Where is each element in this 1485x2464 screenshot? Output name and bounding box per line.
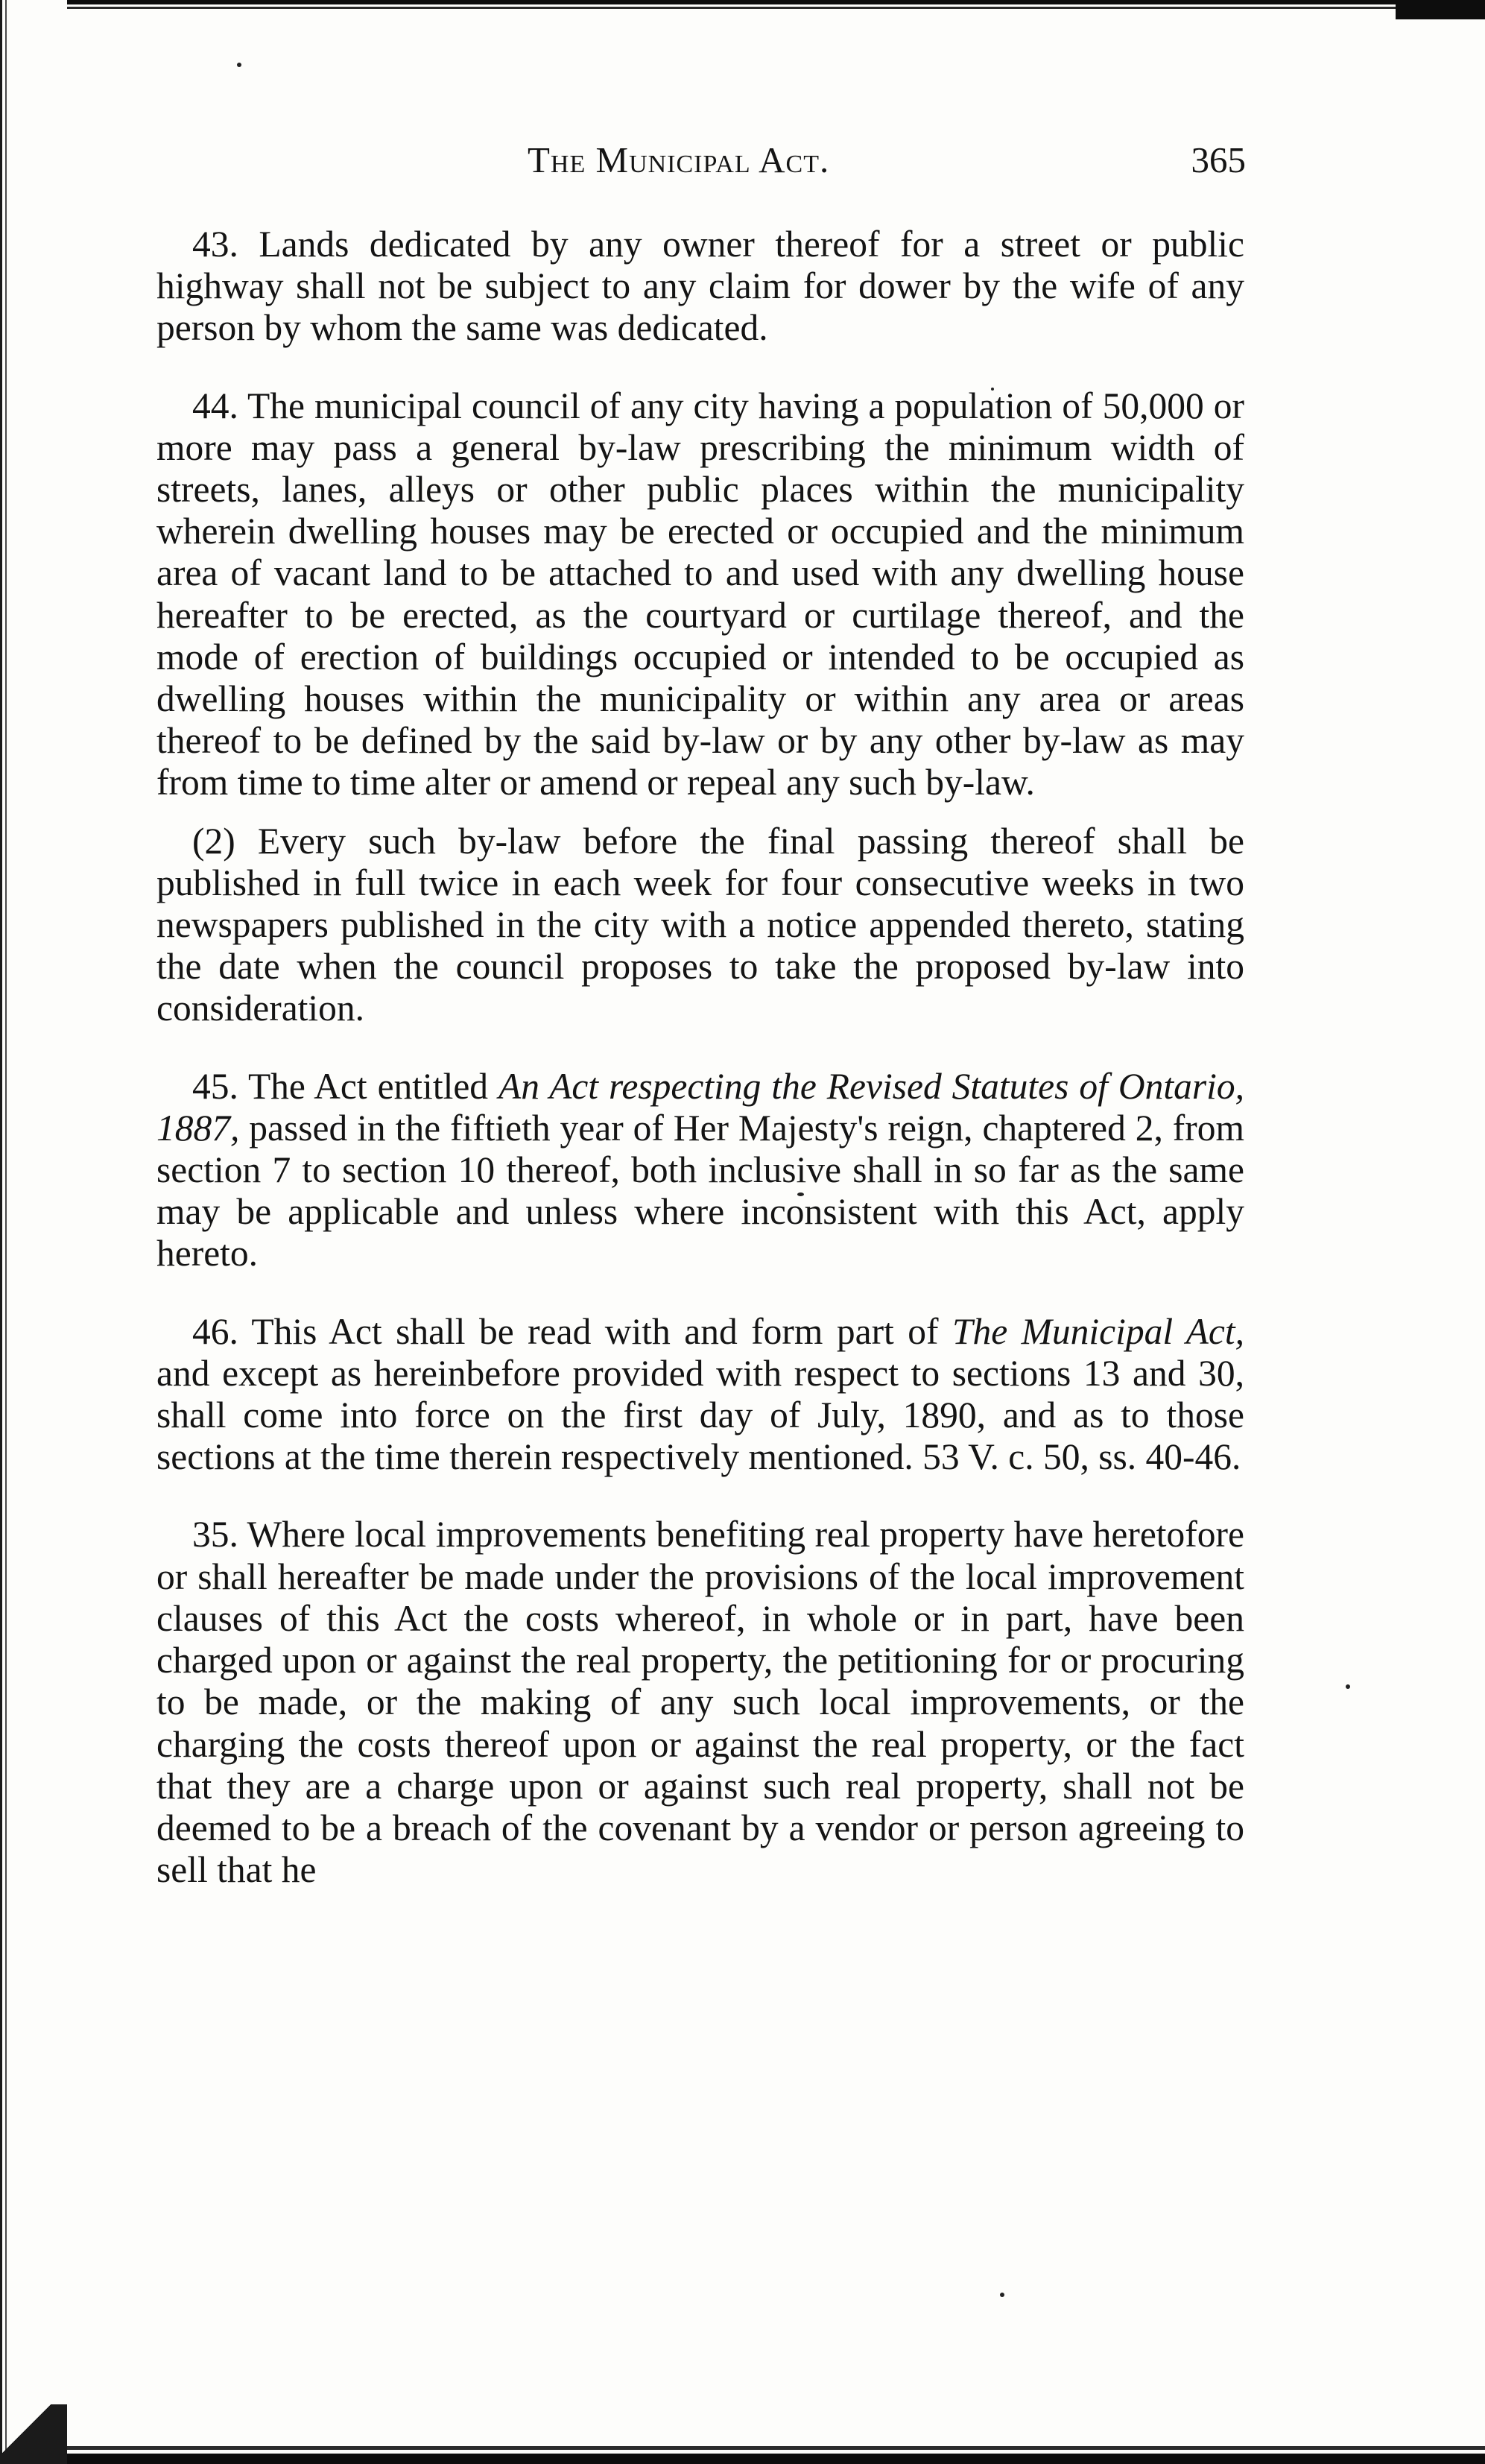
running-title: The Municipal Act.	[528, 139, 830, 180]
section-46-text-after: and except as hereinbefore provided with respect to sections 13 and 30, shall come into force on the first day of July, 1890, and as to those sections at the time therein respectively mentioned. 53 V. c. 50, ss. 40-46.	[156, 1352, 1244, 1478]
section-44: 44. The municipal council of any city having a population of 50,000 or more may pass a general by-law prescribing the minimum width of streets, lanes, alleys or other public places within the municipality wherein dwelling houses may be erected or occupied and the minimum area of vacant land to be attached to and used with any dwelling house hereafter to be erected, as the courtyard or curtilage thereof, and the mode of erection of buildings occupied or intended to be occupied as dwelling houses within the municipality or within any area or areas thereof to be defined by the said by-law or by any other by-law as may from time to time alter or amend or repeal any such by-law.	[156, 385, 1244, 803]
section-44-subsection-2: (2) Every such by-law before the final passing thereof shall be published in full twice in each week for four consecutive weeks in two newspapers published in the city with a notice appended thereto, stating the date when the council proposes to take the proposed by-law into consideration.	[156, 820, 1244, 1029]
scan-border-left	[0, 0, 12, 2464]
page-number: 365	[1191, 139, 1246, 180]
scan-border-bottom	[45, 2439, 1485, 2464]
section-45-text-after: passed in the fiftieth year of Her Majesty's reign, chaptered 2, from section 7 to section 10 thereof, both inclusive shall in so far as the same may be applicable and unless where inconsistent with this Act, apply hereto.	[156, 1107, 1244, 1274]
section-45-text-before: 45. The Act entitled	[192, 1065, 499, 1107]
scan-speck	[1346, 1684, 1350, 1689]
section-46-text-before: 46. This Act shall be read with and form part of	[192, 1310, 952, 1352]
scan-speck	[237, 63, 241, 67]
section-43: 43. Lands dedicated by any owner thereof for a street or public highway shall not be subject to any claim for dower by the wife of any person by whom the same was dedicated.	[156, 224, 1244, 349]
section-46	[156, 1311, 1244, 1479]
scan-corner-bottom-left	[0, 2404, 67, 2464]
section-35: 35. Where local improvements benefiting real property have heretofore or shall hereafter be made under the provisions of the local improvement clauses of this Act the costs whereof, in whole or in part, have been charged upon or against the real property, the petitioning for or procuring to be made, or the making of any such local improvements, or the charging the costs thereof upon or against the real property, or the fact that they are a charge upon or against such real property, shall not be deemed to be a breach of the covenant by a vendor or person agreeing to sell that he	[156, 1514, 1244, 1891]
section-45	[156, 1066, 1244, 1275]
page-header	[195, 139, 1246, 191]
section-45-act-title: An Act respecting the Revised Statutes of Ontario, 1887,	[156, 1065, 1244, 1149]
body-text	[156, 224, 1244, 1891]
section-46-act-title: The Municipal Act,	[952, 1310, 1244, 1352]
scan-border-top-right	[1396, 0, 1485, 19]
scan-speck	[1000, 2293, 1004, 2297]
scan-border-top	[67, 0, 1485, 12]
